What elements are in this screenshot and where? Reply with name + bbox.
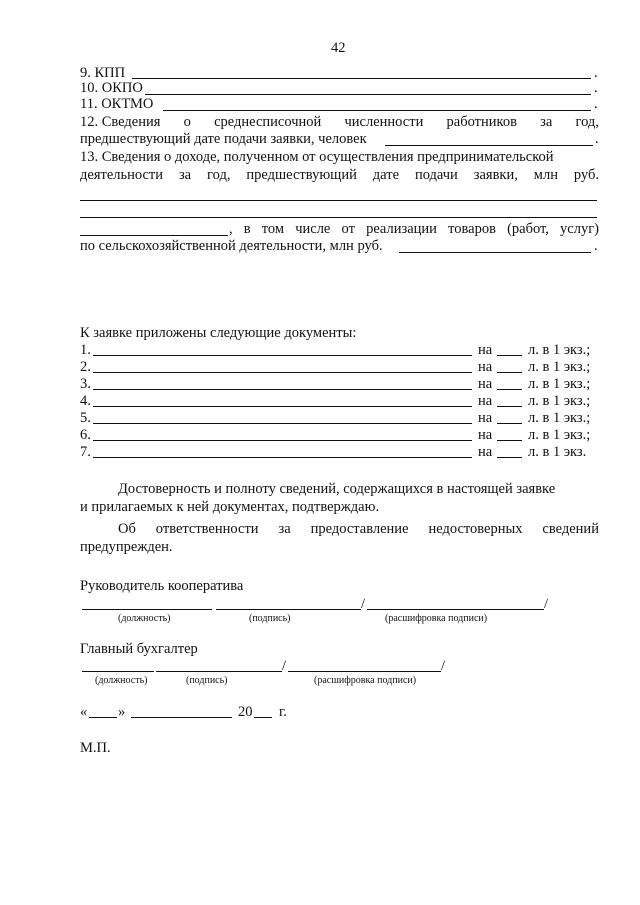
- date-day-line[interactable]: [89, 717, 117, 718]
- attachments-heading: К заявке приложены следующие документы:: [80, 325, 357, 341]
- responsibility-line1: Об ответственности за предоставление недостоверных сведений: [118, 521, 599, 537]
- attachment-title-line[interactable]: [93, 406, 472, 407]
- head-slash-2: /: [544, 596, 549, 612]
- item12-line2: предшествующий дате подачи заявки, человек: [80, 131, 367, 147]
- field-oktmo-label: 11. ОКТМО: [80, 96, 154, 112]
- attachment-title-line[interactable]: [93, 389, 472, 390]
- item13-line3: , в том числе от реализации товаров (работ, услуг): [229, 221, 599, 237]
- date-year-line[interactable]: [254, 717, 272, 718]
- head-signature-caption: (подпись): [249, 613, 291, 624]
- income-line-2[interactable]: [80, 217, 597, 218]
- attachment-pages-line[interactable]: [497, 440, 522, 441]
- accountant-position-caption: (должность): [95, 675, 148, 686]
- head-signature-line[interactable]: [216, 609, 361, 610]
- income-line-1[interactable]: [80, 200, 597, 201]
- field-oktmo-period: .: [594, 96, 598, 112]
- field-oktmo-line[interactable]: [163, 110, 591, 111]
- accountant-position-line[interactable]: [82, 671, 154, 672]
- confirm-paragraph-line2: и прилагаемых к ней документах, подтверждаю.: [80, 499, 380, 515]
- attachment-title-line[interactable]: [93, 355, 472, 356]
- agri-income-line[interactable]: [399, 252, 591, 253]
- attachment-pages-line[interactable]: [497, 372, 522, 373]
- agri-income-period: .: [594, 238, 598, 254]
- income-line-3[interactable]: [80, 235, 228, 236]
- employees-count-line[interactable]: [385, 145, 593, 146]
- attachment-title-line[interactable]: [93, 423, 472, 424]
- head-slash-1: /: [361, 596, 366, 612]
- item12-line1: 12. Сведения о среднесписочной численности работников за год,: [80, 114, 599, 130]
- attachment-title-line[interactable]: [93, 440, 472, 441]
- item13-line2: деятельности за год, предшествующий дате подачи заявки, млн руб.: [80, 167, 599, 183]
- attachment-pages-line[interactable]: [497, 389, 522, 390]
- attachment-pages-line[interactable]: [497, 423, 522, 424]
- head-decoding-caption: (расшифровка подписи): [385, 613, 488, 624]
- accountant-slash-2: /: [441, 658, 446, 674]
- head-title: Руководитель кооператива: [80, 578, 244, 594]
- accountant-signature-line[interactable]: [156, 671, 282, 672]
- attachment-pages-line[interactable]: [497, 406, 522, 407]
- accountant-decoding-line[interactable]: [288, 671, 441, 672]
- date-year-suffix: г.: [279, 704, 287, 720]
- item13-line1: 13. Сведения о доходе, полученном от осуществления предпринимательской: [80, 149, 554, 165]
- accountant-decoding-caption: (расшифровка подписи): [314, 675, 417, 686]
- confirm-paragraph-line1: Достоверность и полноту сведений, содержащихся в настоящей заявке: [118, 481, 556, 497]
- stamp-place: М.П.: [80, 740, 111, 756]
- date-month-line[interactable]: [131, 717, 232, 718]
- item13-line4: по сельскохозяйственной деятельности, млн руб.: [80, 238, 383, 254]
- field-kpp-period: .: [594, 65, 598, 81]
- field-okpo-period: .: [594, 80, 598, 96]
- page-number: 42: [331, 40, 346, 56]
- date-year-prefix: 20: [238, 704, 253, 720]
- head-position-line[interactable]: [82, 609, 212, 610]
- date-open-quote: «: [80, 704, 88, 720]
- head-position-caption: (должность): [118, 613, 171, 624]
- accountant-signature-caption: (подпись): [186, 675, 228, 686]
- field-okpo-label: 10. ОКПО: [80, 80, 143, 96]
- field-kpp-line[interactable]: [132, 78, 591, 79]
- accountant-title: Главный бухгалтер: [80, 641, 198, 657]
- attachment-title-line[interactable]: [93, 457, 472, 458]
- attachment-title-line[interactable]: [93, 372, 472, 373]
- attachment-pages-line[interactable]: [497, 355, 522, 356]
- employees-count-period: .: [595, 131, 599, 147]
- attachment-pages-line[interactable]: [497, 457, 522, 458]
- responsibility-line2: предупрежден.: [80, 539, 173, 555]
- date-close-quote: »: [118, 704, 126, 720]
- field-okpo-line[interactable]: [145, 94, 591, 95]
- accountant-slash-1: /: [282, 658, 287, 674]
- field-kpp-label: 9. КПП: [80, 65, 126, 81]
- head-decoding-line[interactable]: [367, 609, 544, 610]
